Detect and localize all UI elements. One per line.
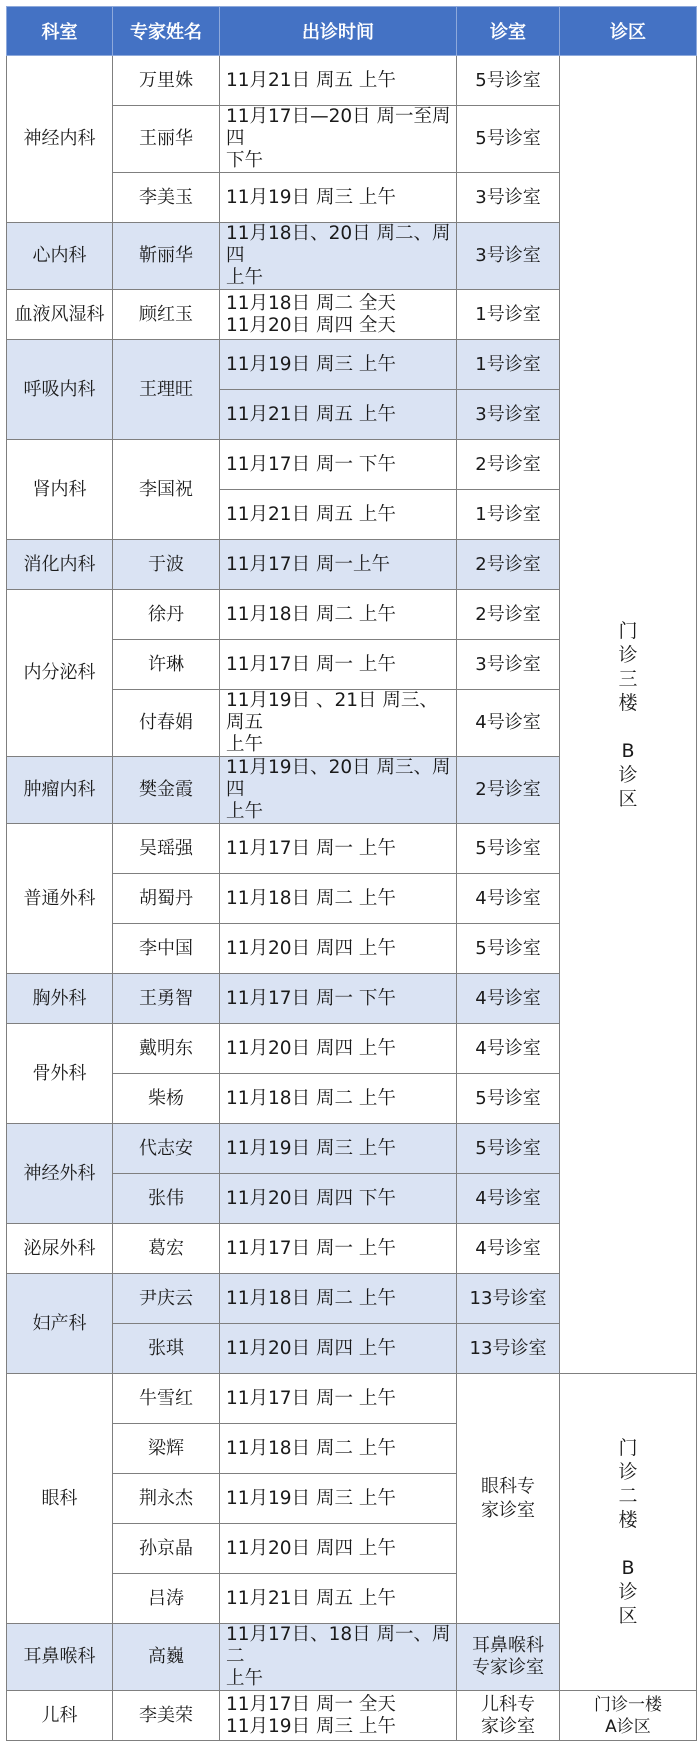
- dept-cell: 儿科: [7, 1691, 113, 1741]
- doctor-cell: 靳丽华: [113, 223, 220, 290]
- doctor-cell: 顾红玉: [113, 290, 220, 340]
- room-cell: 4号诊室: [457, 690, 560, 757]
- doctor-cell: 吕涛: [113, 1574, 220, 1624]
- doctor-cell: 李国祝: [113, 440, 220, 540]
- time-cell: 11月18日 周二 上午: [220, 1074, 457, 1124]
- doctor-cell: 许琳: [113, 640, 220, 690]
- room-cell: 5号诊室: [457, 1124, 560, 1174]
- time-cell: 11月17日 周一 下午: [220, 440, 457, 490]
- doctor-cell: 荆永杰: [113, 1474, 220, 1524]
- table-row: [7, 1691, 697, 1741]
- room-cell: 13号诊室: [457, 1274, 560, 1324]
- area-cell-a1: 门诊一楼 A诊区: [560, 1691, 697, 1741]
- room-cell: 4号诊室: [457, 1174, 560, 1224]
- room-cell: 4号诊室: [457, 1024, 560, 1074]
- room-cell: 3号诊室: [457, 640, 560, 690]
- room-cell: 儿科专 家诊室: [457, 1691, 560, 1741]
- time-cell: 11月17日、18日 周一、周二 上午: [220, 1624, 457, 1691]
- dept-cell: 骨外科: [7, 1024, 113, 1124]
- room-cell: 5号诊室: [457, 56, 560, 106]
- time-cell: 11月17日 周一 上午: [220, 824, 457, 874]
- doctor-cell: 王勇智: [113, 974, 220, 1024]
- doctor-cell: 王丽华: [113, 106, 220, 173]
- room-cell: 4号诊室: [457, 1224, 560, 1274]
- room-cell: 2号诊室: [457, 440, 560, 490]
- doctor-cell: 于波: [113, 540, 220, 590]
- dept-cell: 泌尿外科: [7, 1224, 113, 1274]
- dept-cell: 消化内科: [7, 540, 113, 590]
- dept-cell: 心内科: [7, 223, 113, 290]
- doctor-cell: 代志安: [113, 1124, 220, 1174]
- dept-cell: 眼科: [7, 1374, 113, 1624]
- header-doctor: 专家姓名: [113, 7, 220, 56]
- room-cell: 5号诊室: [457, 924, 560, 974]
- doctor-cell: 胡蜀丹: [113, 874, 220, 924]
- doctor-cell: 孙京晶: [113, 1524, 220, 1574]
- doctor-cell: 戴明东: [113, 1024, 220, 1074]
- room-cell: 5号诊室: [457, 824, 560, 874]
- doctor-cell: 张琪: [113, 1324, 220, 1374]
- time-cell: 11月17日 周一 上午: [220, 1374, 457, 1424]
- dept-cell: 妇产科: [7, 1274, 113, 1374]
- doctor-cell: 王理旺: [113, 340, 220, 440]
- dept-cell: 呼吸内科: [7, 340, 113, 440]
- doctor-cell: 柴杨: [113, 1074, 220, 1124]
- time-cell: 11月21日 周五 上午: [220, 390, 457, 440]
- room-cell: 3号诊室: [457, 223, 560, 290]
- room-cell: 5号诊室: [457, 1074, 560, 1124]
- time-cell: 11月18日 周二 上午: [220, 590, 457, 640]
- room-cell: 2号诊室: [457, 540, 560, 590]
- time-cell: 11月17日 周一 上午: [220, 640, 457, 690]
- room-cell: 2号诊室: [457, 757, 560, 824]
- doctor-cell: 李美荣: [113, 1691, 220, 1741]
- time-cell: 11月19日 周三 上午: [220, 1474, 457, 1524]
- time-cell: 11月18日 周二 上午: [220, 1424, 457, 1474]
- time-cell: 11月21日 周五 上午: [220, 1574, 457, 1624]
- dept-cell: 神经外科: [7, 1124, 113, 1224]
- room-cell: 3号诊室: [457, 173, 560, 223]
- room-cell: 3号诊室: [457, 390, 560, 440]
- doctor-cell: 万里姝: [113, 56, 220, 106]
- doctor-cell: 樊金霞: [113, 757, 220, 824]
- dept-cell: 肾内科: [7, 440, 113, 540]
- table-row: [7, 1374, 697, 1424]
- time-cell: 11月20日 周四 上午: [220, 1524, 457, 1574]
- time-cell: 11月21日 周五 上午: [220, 490, 457, 540]
- dept-cell: 血液风湿科: [7, 290, 113, 340]
- time-cell: 11月20日 周四 上午: [220, 1324, 457, 1374]
- table-row: [7, 56, 697, 106]
- dept-cell: 普通外科: [7, 824, 113, 974]
- dept-cell: 神经内科: [7, 56, 113, 223]
- room-cell: 5号诊室: [457, 106, 560, 173]
- time-cell: 11月18日 周二 上午: [220, 1274, 457, 1324]
- time-cell: 11月20日 周四 上午: [220, 1024, 457, 1074]
- room-cell: 耳鼻喉科 专家诊室: [457, 1624, 560, 1691]
- doctor-cell: 李中国: [113, 924, 220, 974]
- time-cell: 11月19日 、21日 周三、周五 上午: [220, 690, 457, 757]
- room-cell: 2号诊室: [457, 590, 560, 640]
- header-row: [7, 7, 697, 56]
- dept-cell: 耳鼻喉科: [7, 1624, 113, 1691]
- schedule-table: [6, 6, 697, 1741]
- time-cell: 11月19日 周三 上午: [220, 1124, 457, 1174]
- doctor-cell: 高巍: [113, 1624, 220, 1691]
- time-cell: 11月18日 周二 全天 11月20日 周四 全天: [220, 290, 457, 340]
- time-cell: 11月19日 周三 上午: [220, 173, 457, 223]
- room-cell: 1号诊室: [457, 490, 560, 540]
- time-cell: 11月17日 周一 上午: [220, 1224, 457, 1274]
- time-cell: 11月17日 周一上午: [220, 540, 457, 590]
- time-cell: 11月18日、20日 周二、周四 上午: [220, 223, 457, 290]
- doctor-cell: 吴瑶强: [113, 824, 220, 874]
- header-area: 诊区: [560, 7, 697, 56]
- time-cell: 11月19日 周三 上午: [220, 340, 457, 390]
- time-cell: 11月20日 周四 上午: [220, 924, 457, 974]
- time-cell: 11月21日 周五 上午: [220, 56, 457, 106]
- time-cell: 11月17日—20日 周一至周四 下午: [220, 106, 457, 173]
- header-time: 出诊时间: [220, 7, 457, 56]
- room-cell: 1号诊室: [457, 340, 560, 390]
- dept-cell: 胸外科: [7, 974, 113, 1024]
- time-cell: 11月17日 周一 下午: [220, 974, 457, 1024]
- area-cell-b3: 门 诊 三 楼 B 诊 区: [560, 56, 697, 1374]
- room-cell: 4号诊室: [457, 974, 560, 1024]
- doctor-cell: 徐丹: [113, 590, 220, 640]
- doctor-cell: 葛宏: [113, 1224, 220, 1274]
- room-cell: 4号诊室: [457, 874, 560, 924]
- time-cell: 11月19日、20日 周三、周四 上午: [220, 757, 457, 824]
- doctor-cell: 牛雪红: [113, 1374, 220, 1424]
- room-cell-eye: 眼科专 家诊室: [457, 1374, 560, 1624]
- doctor-cell: 尹庆云: [113, 1274, 220, 1324]
- area-cell-b2: 门 诊 二 楼 B 诊 区: [560, 1374, 697, 1691]
- time-cell: 11月18日 周二 上午: [220, 874, 457, 924]
- doctor-cell: 张伟: [113, 1174, 220, 1224]
- header-dept: 科室: [7, 7, 113, 56]
- time-cell: 11月20日 周四 下午: [220, 1174, 457, 1224]
- doctor-cell: 梁辉: [113, 1424, 220, 1474]
- room-cell: 1号诊室: [457, 290, 560, 340]
- dept-cell: 肿瘤内科: [7, 757, 113, 824]
- header-room: 诊室: [457, 7, 560, 56]
- room-cell: 13号诊室: [457, 1324, 560, 1374]
- dept-cell: 内分泌科: [7, 590, 113, 757]
- doctor-cell: 付春娟: [113, 690, 220, 757]
- time-cell: 11月17日 周一 全天 11月19日 周三 上午: [220, 1691, 457, 1741]
- doctor-cell: 李美玉: [113, 173, 220, 223]
